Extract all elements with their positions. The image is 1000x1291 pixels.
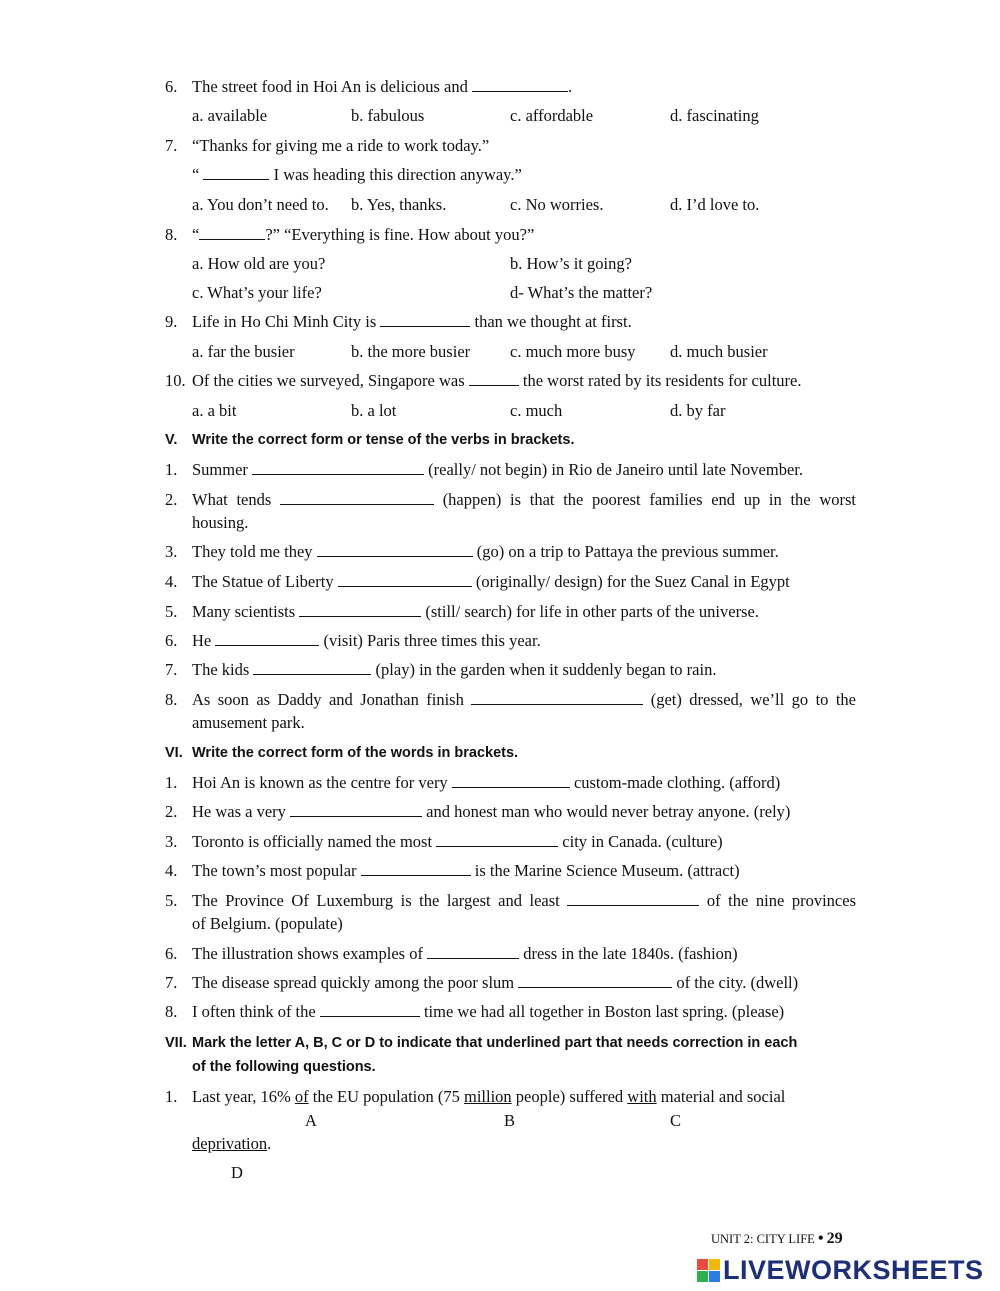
option-a[interactable]: a. How old are you?: [192, 254, 326, 273]
option-b[interactable]: b. How’s it going?: [510, 254, 632, 273]
verb-item-continuation: amusement park.: [192, 713, 305, 732]
logo-square: [697, 1259, 708, 1270]
question-6-stem: The street food in Hoi An is delicious and .: [192, 77, 573, 96]
footer-bullet: •: [817, 1230, 824, 1247]
answer-blank[interactable]: [436, 832, 558, 847]
letter-d: D: [231, 1163, 243, 1182]
question-number: 3.: [165, 542, 178, 561]
option-b[interactable]: b. Yes, thanks.: [351, 195, 447, 214]
question-number: 8.: [165, 1002, 178, 1021]
answer-blank[interactable]: [320, 1002, 420, 1017]
option-c[interactable]: c. much more busy: [510, 342, 636, 361]
answer-blank[interactable]: [567, 891, 699, 906]
answer-blank[interactable]: [338, 572, 472, 587]
answer-blank[interactable]: [215, 631, 319, 646]
verb-item: He (visit) Paris three times this year.: [192, 631, 541, 650]
option-d[interactable]: d. I’d love to.: [670, 195, 760, 214]
question-7-line1: “Thanks for giving me a ride to work today.”: [192, 136, 490, 155]
question-10-stem: Of the cities we surveyed, Singapore was the worst rated by its residents for culture.: [192, 371, 802, 390]
verb-item: The kids (play) in the garden when it suddenly began to rain.: [192, 660, 717, 679]
underlined-part-a[interactable]: of: [294, 1087, 309, 1106]
option-a[interactable]: a. far the busier: [192, 342, 295, 361]
option-a[interactable]: a. a bit: [192, 401, 237, 420]
logo-text: LIVEWORKSHEETS: [723, 1254, 984, 1285]
question-number: 3.: [165, 832, 178, 851]
word-form-item: He was a very and honest man who would never betray anyone. (rely): [192, 802, 791, 821]
question-number: 2.: [165, 490, 178, 509]
question-number: 1.: [165, 773, 178, 792]
question-number: 7.: [165, 136, 178, 155]
section-vii-title-line1: Mark the letter A, B, C or D to indicate that underlined part that needs correction in each: [192, 1035, 798, 1051]
question-number: 2.: [165, 802, 178, 821]
letter-c: C: [670, 1111, 682, 1130]
answer-blank[interactable]: [199, 225, 265, 240]
option-b[interactable]: b. the more busier: [351, 342, 471, 361]
question-number: 1.: [165, 1087, 178, 1106]
answer-blank[interactable]: [452, 773, 570, 788]
verb-item: Many scientists (still/ search) for life in other parts of the universe.: [192, 602, 759, 621]
answer-blank[interactable]: [203, 165, 269, 180]
option-c[interactable]: c. No worries.: [510, 195, 604, 214]
section-vii-roman: VII.: [165, 1035, 187, 1051]
underlined-part-b[interactable]: million: [464, 1087, 512, 1106]
page-number: 29: [826, 1230, 843, 1247]
section-v-title: Write the correct form or tense of the verbs in brackets.: [192, 432, 575, 448]
letter-a: A: [305, 1111, 317, 1130]
option-a[interactable]: a. available: [192, 106, 268, 125]
answer-blank[interactable]: [518, 973, 672, 988]
logo-square: [709, 1271, 720, 1282]
question-9-stem: Life in Ho Chi Minh City is than we thought at first.: [192, 312, 632, 331]
question-number: 8.: [165, 690, 178, 709]
error-identification-sentence: Last year, 16% of the EU population (75 million people) suffered with material and social: [192, 1087, 786, 1106]
answer-blank[interactable]: [290, 802, 422, 817]
word-form-item: Toronto is officially named the most city in Canada. (culture): [192, 832, 723, 851]
question-number: 10.: [165, 371, 186, 390]
word-form-item: I often think of the time we had all together in Boston last spring. (please): [192, 1002, 785, 1021]
answer-blank[interactable]: [361, 861, 471, 876]
verb-item: As soon as Daddy and Jonathan finish (get) dressed, we’ll go to the: [192, 690, 856, 709]
option-d[interactable]: d. much busier: [670, 342, 768, 361]
option-c[interactable]: c. What’s your life?: [192, 283, 322, 302]
answer-blank[interactable]: [427, 944, 519, 959]
option-a[interactable]: a. You don’t need to.: [192, 195, 329, 214]
option-d[interactable]: d. by far: [670, 401, 726, 420]
question-number: 7.: [165, 660, 178, 679]
verb-item: What tends (happen) is that the poorest families end up in the worst: [192, 490, 857, 509]
answer-blank[interactable]: [472, 77, 568, 92]
question-number: 5.: [165, 891, 178, 910]
word-form-item: The illustration shows examples of dress in the late 1840s. (fashion): [192, 944, 738, 963]
underlined-part-c[interactable]: with: [627, 1087, 657, 1106]
question-number: 8.: [165, 225, 178, 244]
question-number: 4.: [165, 572, 178, 591]
verb-item-continuation: housing.: [192, 513, 249, 532]
word-form-item: Hoi An is known as the centre for very custom-made clothing. (afford): [192, 773, 781, 792]
option-d[interactable]: d- What’s the matter?: [510, 283, 653, 302]
answer-blank[interactable]: [380, 312, 470, 327]
logo-square: [709, 1259, 720, 1270]
question-number: 1.: [165, 460, 178, 479]
logo-squares-icon: [697, 1259, 720, 1282]
section-vi-title: Write the correct form of the words in brackets.: [192, 745, 519, 761]
logo-square: [697, 1271, 708, 1282]
question-8-stem: “ ?” “Everything is fine. How about you?”: [192, 225, 535, 244]
verb-item: Summer (really/ not begin) in Rio de Janeiro until late November.: [192, 460, 803, 479]
word-form-item: The town’s most popular is the Marine Science Museum. (attract): [192, 861, 740, 880]
error-identification-sentence-end: deprivation.: [192, 1134, 272, 1153]
question-number: 6.: [165, 944, 178, 963]
section-vi-roman: VI.: [165, 745, 183, 761]
section-v-roman: V.: [165, 432, 178, 448]
option-b[interactable]: b. a lot: [351, 401, 397, 420]
option-c[interactable]: c. affordable: [510, 106, 594, 125]
answer-blank[interactable]: [471, 690, 643, 705]
answer-blank[interactable]: [469, 371, 519, 386]
option-b[interactable]: b. fabulous: [351, 106, 425, 125]
page-footer: [711, 1229, 843, 1249]
question-number: 6.: [165, 77, 178, 96]
question-number: 5.: [165, 602, 178, 621]
answer-blank[interactable]: [317, 542, 473, 557]
letter-b: B: [504, 1111, 516, 1130]
answer-blank[interactable]: [299, 602, 421, 617]
answer-blank[interactable]: [280, 490, 434, 505]
underlined-part-d[interactable]: deprivation: [192, 1134, 268, 1153]
question-number: 6.: [165, 631, 178, 650]
answer-blank[interactable]: [252, 460, 424, 475]
word-form-item: The disease spread quickly among the poor slum of the city. (dwell): [192, 973, 799, 992]
verb-item: The Statue of Liberty (originally/ design) for the Suez Canal in Egypt: [192, 572, 790, 591]
question-7-line2: “ I was heading this direction anyway.”: [192, 165, 522, 184]
verb-item: They told me they (go) on a trip to Pattaya the previous summer.: [192, 542, 779, 561]
word-form-item-continuation: of Belgium. (populate): [192, 914, 343, 933]
option-c[interactable]: c. much: [510, 401, 563, 420]
question-number: 4.: [165, 861, 178, 880]
answer-blank[interactable]: [253, 660, 371, 675]
unit-label: UNIT 2: CITY LIFE: [711, 1232, 815, 1246]
word-form-item: The Province Of Luxemburg is the largest and least of the nine provinces: [192, 891, 856, 910]
option-d[interactable]: d. fascinating: [670, 106, 759, 125]
section-vii-title-line2: of the following questions.: [192, 1059, 376, 1075]
question-number: 9.: [165, 312, 178, 331]
question-number: 7.: [165, 973, 178, 992]
liveworksheets-logo: [697, 1255, 984, 1285]
